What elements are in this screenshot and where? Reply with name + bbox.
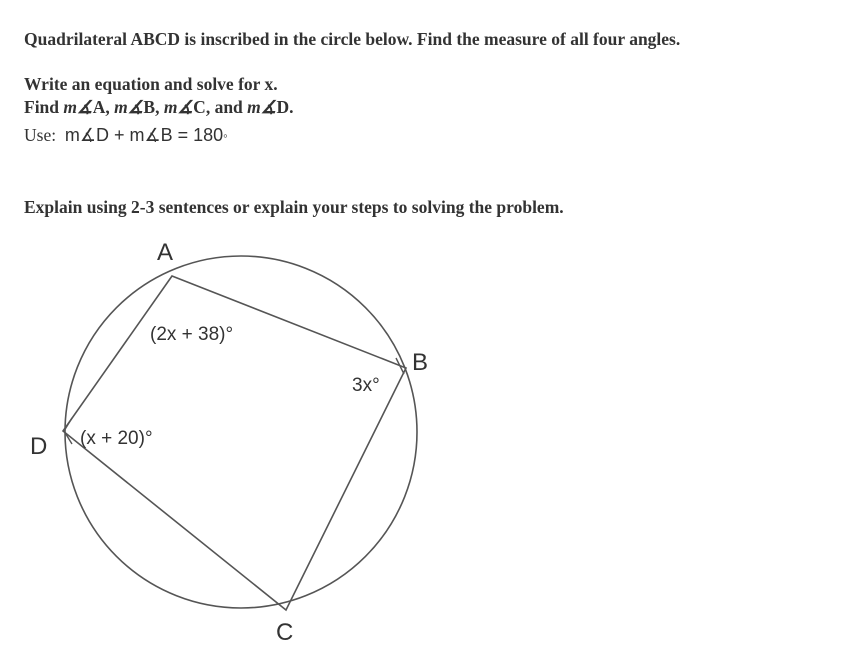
angle-label-b: 3x° <box>352 375 380 396</box>
vertex-label-c: C <box>276 619 294 646</box>
find-vertex-b: B <box>143 97 156 117</box>
find-vertex-c: C <box>193 97 206 117</box>
angle-label-d: (x + 20)° <box>80 428 153 449</box>
use-hint-line <box>24 124 228 147</box>
find-m-c: m∡ <box>163 97 194 117</box>
find-sep-b: , <box>155 97 164 117</box>
find-vertex-d: D <box>276 97 290 117</box>
equation-prompt: Write an equation and solve for x. <box>24 74 278 94</box>
use-degree: ◦ <box>223 128 228 143</box>
find-angles-line <box>24 96 293 118</box>
vertex-label-b: B <box>412 349 429 376</box>
vertex-label-d: D <box>30 433 48 460</box>
explain-prompt: Explain using 2-3 sentences or explain your steps to solving the problem. <box>24 197 564 217</box>
inscribed-quadrilateral-figure <box>0 230 460 654</box>
find-m-d: m∡ <box>247 97 277 117</box>
find-m-a: m∡ <box>63 97 93 117</box>
find-m-b: m∡ <box>114 97 144 117</box>
problem-title: Quadrilateral ABCD is inscribed in the circle below. Find the measure of all four angles. <box>24 29 681 49</box>
find-sep-a: , <box>105 97 115 117</box>
find-sep-c: , and <box>205 97 248 117</box>
find-sep-d: . <box>289 97 294 117</box>
use-expression: m∡D + m∡B = 180 <box>64 125 224 145</box>
vertex-label-a: A <box>157 239 174 266</box>
angle-label-a: (2x + 38)° <box>150 324 234 345</box>
find-vertex-a: A <box>92 97 106 117</box>
find-prefix: Find <box>24 97 64 117</box>
use-label: Use: <box>24 125 57 145</box>
